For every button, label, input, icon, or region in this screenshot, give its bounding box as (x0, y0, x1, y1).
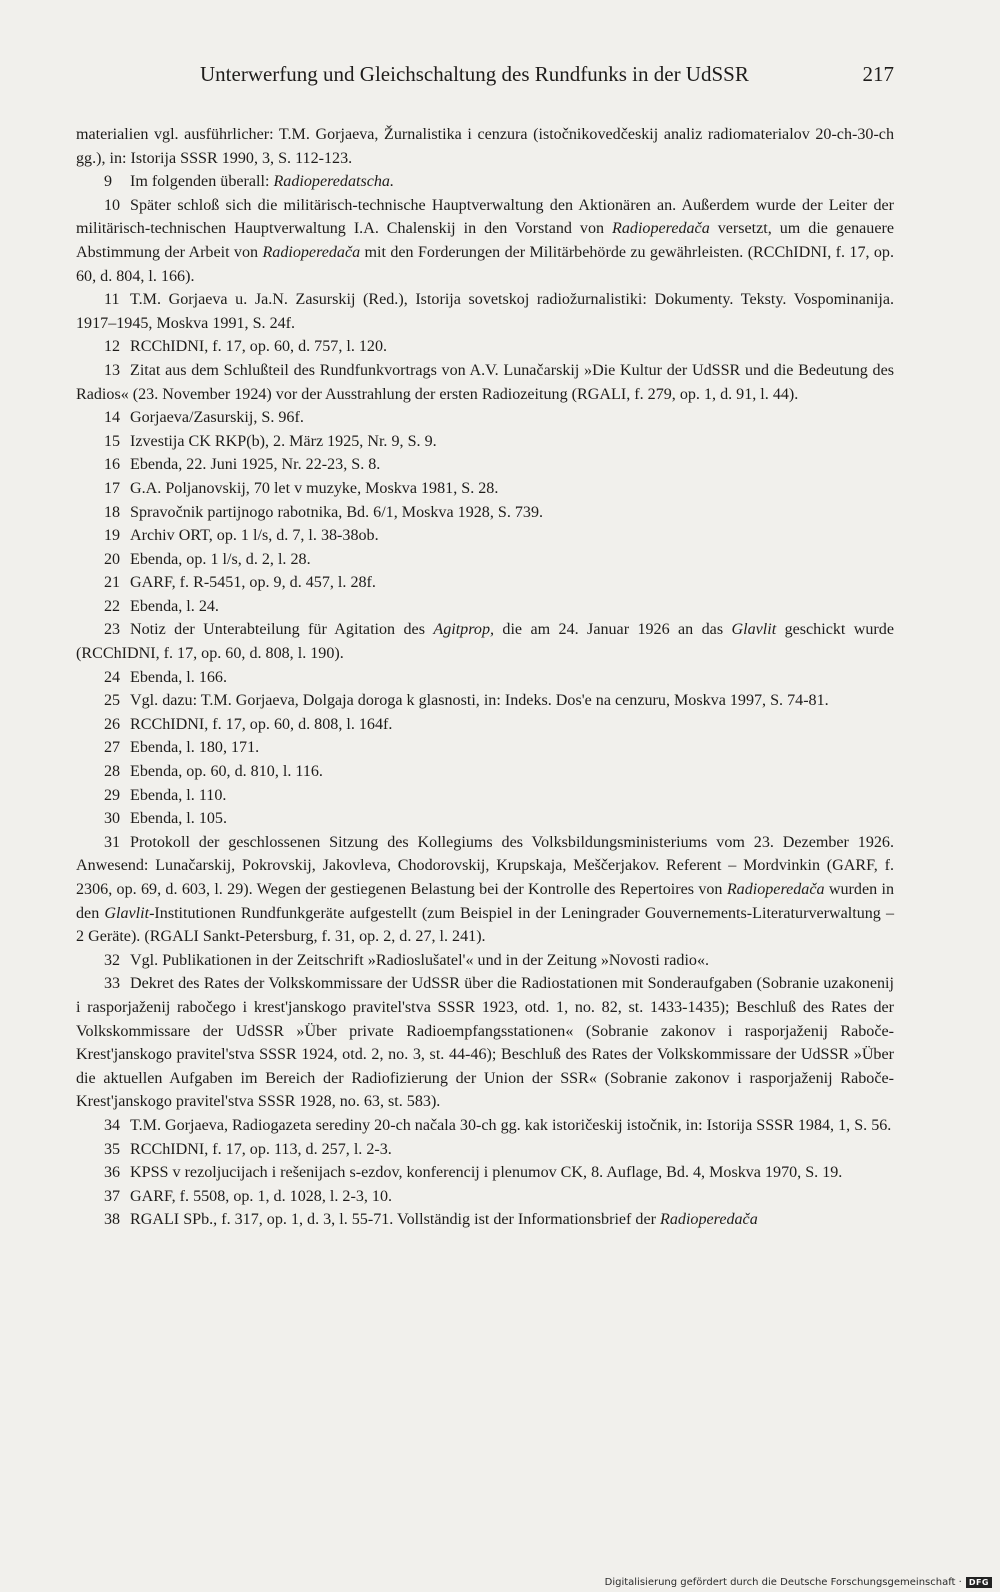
endnote-text: RCChIDNI, f. 17, op. 60, d. 808, l. 164f. (130, 715, 393, 733)
endnote (76, 524, 894, 548)
endnote-number: 35 (104, 1140, 121, 1158)
page-number: 217 (862, 62, 894, 86)
endnote (76, 689, 894, 713)
endnote-number: 21 (104, 574, 121, 592)
endnote-text: Zitat aus dem Schlußteil des Rundfunkvortrags von A.V. Lunačarskij »Die Kultur der UdSSR und die Bedeutung des Radios« (23. November 1924) vor der Ausstrahlung der ersten Radiozeitung (RGALI, f. 279, op. 1, d. 91, l. 44). (76, 361, 894, 403)
endnote (76, 430, 894, 454)
endnote-number: 10 (104, 196, 121, 214)
endnote-italic-text: Radioperedača (612, 220, 710, 238)
endnote (76, 1161, 894, 1185)
endnote-text: Spravočnik partijnogo rabotnika, Bd. 6/1, Moskva 1928, S. 739. (130, 503, 544, 521)
endnote-text: Vgl. Publikationen in der Zeitschrift »Radioslušatel'« und in der Zeitung »Novosti radio«. (130, 951, 710, 969)
endnote (76, 831, 894, 949)
endnote (76, 548, 894, 572)
endnote (76, 501, 894, 525)
endnote-text: G.A. Poljanovskij, 70 let v muzyke, Moskva 1981, S. 28. (130, 479, 499, 497)
endnote-text: Später schloß sich die militärisch-technische Hauptverwaltung den Aktionären an. Außerdem wurde der Leiter der militärisch-technischen Hauptverwaltung I.A. Chalenskij in den Vorstand von (76, 196, 894, 238)
endnote-text: T.M. Gorjaeva, Radiogazeta serediny 20-ch načala 30-ch gg. kak istoričeskij istočnik, in: Istorija SSSR 1984, 1, S. 56. (130, 1116, 892, 1134)
endnote-text: Dekret des Rates der Volkskommissare der UdSSR über die Radiostationen mit Sonderaufgaben (Sobranie uzakonenij i rasporjaženij rabočego i krest'janskogo pravitel'stva SSSR 1923, otd. 1, no. 82, st. 1433-1435); Beschluß des Rates der Volkskommissare der UdSSR »Über private Radioempfangsstationen« (Sobranie zakonov i rasporjaženij Raboče-Krest'janskogo pravitel'stva SSSR 1924, otd. 2, no. 3, st. 44-46); Beschluß des Rates der Volkskommissare der UdSSR »Über die aktuellen Aufgaben im Bereich der Radiofizierung der Union der SSR« (Sobranie zakonov i rasporjaženij Raboče-Krest'janskogo pravitel'stva SSSR 1928, no. 63, st. 583). (76, 975, 894, 1111)
endnote-text: versetzt, um die genauere Abstimmung der Arbeit von (76, 220, 894, 261)
endnote-italic-text: Radioperedatscha. (273, 173, 394, 191)
endnote-number: 28 (104, 763, 121, 781)
endnote (76, 359, 894, 406)
endnote (76, 406, 894, 430)
endnotes-list (76, 123, 894, 1232)
endnote-number: 9 (104, 173, 113, 191)
endnote (76, 453, 894, 477)
endnote-text: Notiz der Unterabteilung für Agitation des (130, 621, 434, 639)
endnote-text: Ebenda, l. 166. (130, 668, 227, 686)
digitization-footer (605, 1577, 992, 1588)
endnote-text: Ebenda, l. 105. (130, 810, 227, 828)
endnote-text: RCChIDNI, f. 17, op. 113, d. 257, l. 2-3. (130, 1140, 392, 1158)
endnote-text: GARF, f. 5508, op. 1, d. 1028, l. 2-3, 10. (130, 1187, 393, 1205)
endnote-number: 27 (104, 739, 121, 757)
endnote-text: Ebenda, 22. Juni 1925, Nr. 22-23, S. 8. (130, 456, 381, 474)
endnote-text: die am 24. Januar 1926 an das (494, 621, 732, 639)
endnote-text: Im folgenden überall: (130, 173, 274, 191)
endnote-text: Protokoll der geschlossenen Sitzung des Kollegiums des Volksbildungsministeriums vom 23. Dezember 1926. Anwesend: Lunačarskij, Pokrovskij, Jakovleva, Chodorovskij, Krupskaja, Meščerjakov. Referent – Mordvinkin (GARF, f. 2306, op. 69, d. 603, l. 29). Wegen der gestiegenen Belastung bei der Kontrolle des Repertoires von (76, 833, 894, 898)
endnote-number: 23 (104, 621, 121, 639)
endnote (76, 194, 894, 288)
endnote-text: Izvestija CK RKP(b), 2. März 1925, Nr. 9, S. 9. (130, 432, 437, 450)
endnote-text: Ebenda, op. 1 l/s, d. 2, l. 28. (130, 550, 311, 568)
endnote (76, 595, 894, 619)
endnote-number: 33 (104, 975, 121, 993)
endnote-number: 36 (104, 1164, 121, 1182)
endnote-number: 24 (104, 668, 121, 686)
endnote-number: 25 (104, 692, 121, 710)
endnote-number: 16 (104, 456, 121, 474)
endnote-text: materialien vgl. ausführlicher: T.M. Gorjaeva, Žurnalistika i cenzura (istočnikovedčeskij analiz radiomaterialov 20-ch-30-ch gg.), in: Istorija SSSR 1990, 3, S. 112-123. (76, 126, 894, 167)
endnote-number: 11 (104, 291, 120, 309)
endnote-number: 22 (104, 597, 121, 615)
footer-credit: Digitalisierung gefördert durch die Deutsche Forschungsgemeinschaft · (604, 1577, 962, 1588)
endnote (76, 571, 894, 595)
endnote-text: T.M. Gorjaeva u. Ja.N. Zasurskij (Red.), Istorija sovetskoj radiožurnalistiki: Dokumenty. Teksty. Vospominanija. 1917–1945, Moskva 1991, S. 24f. (76, 291, 894, 332)
endnote-italic-text: Radioperedača (262, 243, 361, 261)
endnote-number: 17 (104, 479, 121, 497)
endnote-number: 12 (104, 338, 121, 356)
endnote (76, 784, 894, 808)
endnote (76, 123, 894, 170)
endnote-text: Ebenda, l. 24. (130, 597, 219, 615)
endnote-italic-text: Agitprop, (433, 621, 495, 639)
endnote-text: RGALI SPb., f. 317, op. 1, d. 3, l. 55-71. Vollständig ist der Informationsbrief der (130, 1211, 661, 1229)
endnote-number: 26 (104, 715, 121, 733)
endnote (76, 972, 894, 1114)
endnote-number: 20 (104, 550, 121, 568)
endnote-italic-text: Glavlit (731, 621, 777, 639)
endnote-text: wurden in den (76, 881, 894, 922)
endnote (76, 288, 894, 335)
endnote-text: Gorjaeva/Zasurskij, S. 96f. (130, 409, 304, 427)
endnote (76, 618, 894, 665)
dfg-logo: DFG (966, 1577, 992, 1588)
endnote (76, 666, 894, 690)
endnote-text: Ebenda, l. 180, 171. (130, 739, 260, 757)
endnote-text: geschickt wurde (RCChIDNI, f. 17, op. 60, d. 808, l. 190). (76, 621, 894, 663)
endnote-italic-text: Radioperedača (726, 881, 825, 898)
endnote-text: mit den Forderungen der Militärbehörde zu gewährleisten. (RCChIDNI, f. 17, op. 60, d. 804, l. 166). (76, 243, 895, 285)
endnote-text: Ebenda, l. 110. (130, 786, 227, 804)
endnote-text: -Institutionen Rundfunkgeräte aufgestellt (zum Beispiel in der Leningrader Gouvernements-Literaturverwaltung – 2 Geräte). (RGALI Sankt-Petersburg, f. 31, op. 2, d. 27, l. 241). (76, 904, 894, 946)
endnote-italic-text: Glavlit (104, 904, 150, 922)
endnote-number: 34 (104, 1116, 121, 1134)
endnote (76, 807, 894, 831)
endnote-text: Archiv ORT, op. 1 l/s, d. 7, l. 38-38ob. (130, 527, 379, 545)
endnote (76, 1208, 894, 1232)
endnote (76, 1114, 894, 1138)
endnote-number: 31 (104, 833, 121, 851)
endnote (76, 736, 894, 760)
endnote-number: 32 (104, 951, 121, 969)
endnote (76, 170, 894, 194)
endnote-text: Ebenda, op. 60, d. 810, l. 116. (130, 763, 323, 781)
endnote-number: 18 (104, 503, 121, 521)
endnote-text: Vgl. dazu: T.M. Gorjaeva, Dolgaja doroga k glasnosti, in: Indeks. Dos'e na cenzuru, Moskva 1997, S. 74-81. (130, 692, 829, 710)
endnote-text: GARF, f. R-5451, op. 9, d. 457, l. 28f. (130, 574, 376, 592)
endnote-number: 13 (104, 361, 121, 379)
endnote (76, 335, 894, 359)
endnote-number: 37 (104, 1187, 121, 1205)
endnote (76, 760, 894, 784)
endnote (76, 1138, 894, 1162)
endnote-text: KPSS v rezoljucijach i rešenijach s-ezdov, konferencij i plenumov CK, 8. Auflage, Bd. 4, Moskva 1970, S. 19. (130, 1164, 843, 1182)
endnote-number: 19 (104, 527, 121, 545)
endnote (76, 949, 894, 973)
endnote (76, 477, 894, 501)
endnote-text: RCChIDNI, f. 17, op. 60, d. 757, l. 120. (130, 338, 388, 356)
endnote-number: 38 (104, 1211, 121, 1229)
endnote-number: 15 (104, 432, 121, 450)
running-title: Unterwerfung und Gleichschaltung des Rundfunks in der UdSSR (200, 62, 749, 86)
endnote-number: 14 (104, 409, 121, 427)
endnote (76, 1185, 894, 1209)
endnote (76, 713, 894, 737)
endnote-number: 29 (104, 786, 121, 804)
endnote-italic-text: Radioperedača (660, 1211, 758, 1229)
endnote-number: 30 (104, 810, 121, 828)
